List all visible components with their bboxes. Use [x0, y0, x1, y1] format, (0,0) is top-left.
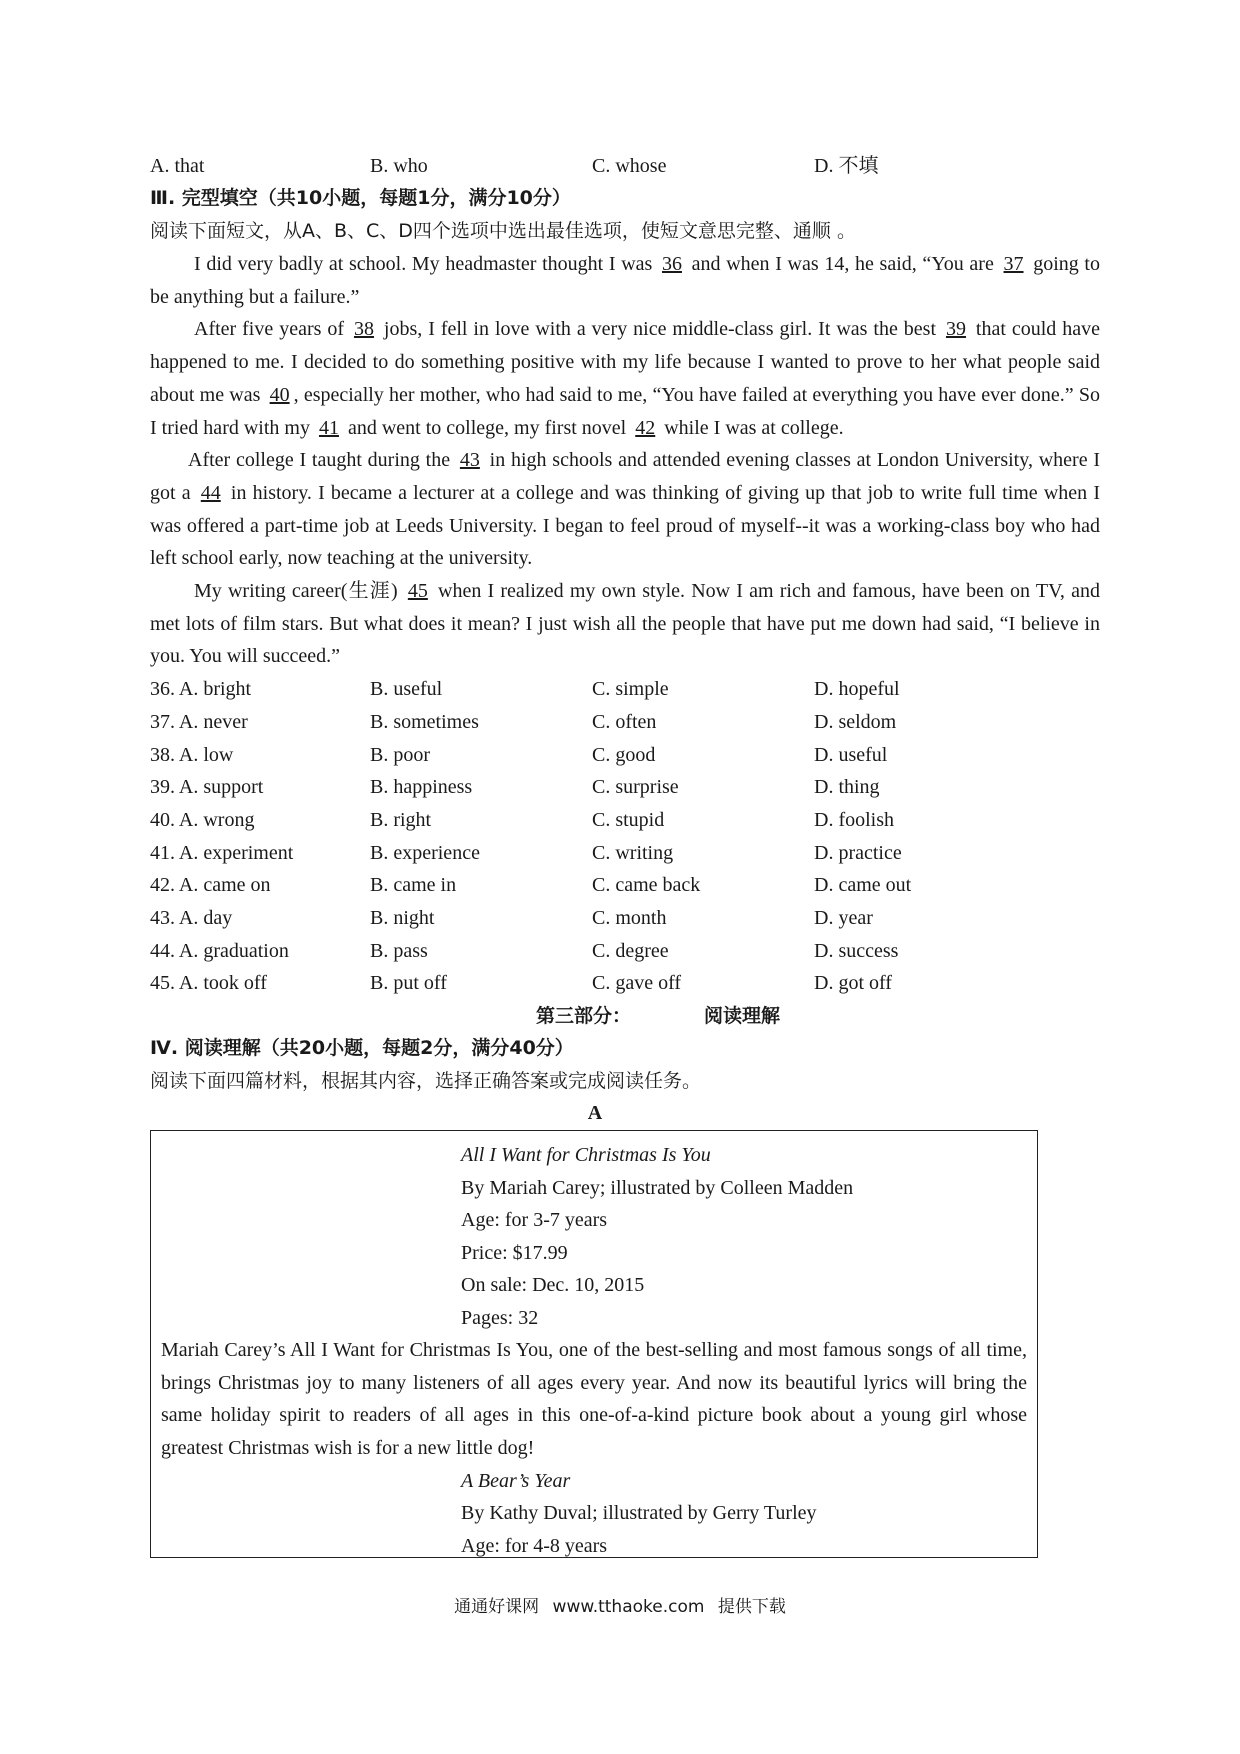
option: 43. A. day: [150, 906, 233, 929]
options-row-39: [150, 771, 1100, 804]
option: D. came out: [814, 874, 912, 897]
option-d: D. 不填: [814, 155, 879, 177]
blank-37: 37: [1003, 253, 1024, 275]
passage-paragraph-1: [150, 248, 1100, 313]
part3-title: 阅读理解: [704, 1005, 781, 1028]
blank-39: 39: [945, 318, 966, 341]
passage-paragraph-4: [150, 575, 1100, 673]
option: D. success: [814, 939, 899, 962]
book-listing-box: [150, 1130, 1038, 1558]
text: going to be anything but a failure.”: [150, 253, 1100, 308]
options-row-38: [150, 739, 1100, 772]
option: C. gave off: [592, 972, 682, 995]
option: 42. A. came on: [150, 874, 271, 897]
options-row-40: [150, 804, 1100, 837]
option: C. surprise: [592, 776, 679, 799]
option: C. good: [592, 743, 656, 766]
text: After college I taught during the: [188, 449, 456, 472]
option: D. practice: [814, 841, 902, 864]
option: B. experience: [370, 841, 480, 864]
book2-author: By Kathy Duval; illustrated by Gerry Turley: [461, 1502, 817, 1525]
option: B. put off: [370, 972, 447, 995]
option: D. hopeful: [814, 678, 900, 701]
passage-paragraph-3: [150, 444, 1100, 575]
option: C. came back: [592, 874, 701, 897]
option: 41. A. experiment: [150, 841, 294, 864]
option: B. night: [370, 906, 435, 929]
option: D. got off: [814, 972, 892, 995]
passage-label: A: [587, 1102, 603, 1125]
footer-suffix: 提供下载: [717, 1597, 786, 1617]
option: 44. A. graduation: [150, 939, 289, 962]
text: and when I was 14, he said, “You are: [685, 253, 1000, 275]
options-row-37: [150, 706, 1100, 739]
section4-instruction: 阅读下面四篇材料，根据其内容，选择正确答案或完成阅读任务。: [150, 1070, 702, 1093]
option: B. pass: [370, 939, 428, 962]
page-footer: [0, 1592, 1240, 1617]
options-row-41: [150, 837, 1100, 870]
options-row-44: [150, 935, 1100, 968]
options-row-42: [150, 869, 1100, 902]
option: B. useful: [370, 678, 443, 701]
blank-44: 44: [200, 481, 221, 504]
blank-40: 40: [269, 383, 290, 406]
option: C. writing: [592, 841, 674, 864]
option: 37. A. never: [150, 710, 248, 733]
option: 36. A. bright: [150, 678, 252, 701]
book1-title: All I Want for Christmas Is You: [461, 1144, 711, 1167]
option: 38. A. low: [150, 743, 234, 766]
option: B. happiness: [370, 776, 473, 799]
option: C. simple: [592, 678, 669, 701]
q35-options-row: [150, 150, 1100, 182]
option: D. year: [814, 906, 873, 929]
options-row-36: [150, 673, 1100, 706]
book1-author: By Mariah Carey; illustrated by Colleen Madden: [461, 1176, 854, 1199]
part3-label: 第三部分：: [536, 1005, 632, 1028]
option: C. degree: [592, 939, 669, 962]
text: while I was at college.: [659, 416, 844, 439]
book2-age: Age: for 4-8 years: [461, 1534, 608, 1557]
option-c: C. whose: [592, 155, 667, 177]
option: B. poor: [370, 743, 430, 766]
option: D. foolish: [814, 808, 894, 831]
options-table: [150, 673, 1100, 1000]
book1-description: Mariah Carey’s All I Want for Christmas Is You, one of the best-selling and most famous songs of all time, brings Christmas joy to many listeners of all ages every year. And now its beautiful lyrics will bring the same holiday spirit to readers of all ages in this one-of-a-kind picture book about a young girl whose greatest Christmas wish is for a new little dog!: [161, 1339, 1027, 1460]
option: D. useful: [814, 743, 888, 766]
text: , especially her mother, who had said to me, “You have failed at everything you have ever done.” So I tried hard with my: [150, 383, 1100, 439]
text: After five years of: [194, 318, 350, 341]
blank-38: 38: [353, 318, 374, 341]
text: that could have happened to me. I decided to do something positive with my life because I wanted to prove to her what people said about me was: [150, 318, 1101, 406]
option-a: A. that: [150, 155, 205, 177]
option: B. came in: [370, 874, 457, 897]
section4-heading: Ⅳ. 阅读理解（共20小题，每题2分，满分40分）: [150, 1037, 574, 1060]
blank-43: 43: [459, 449, 480, 472]
text: My writing career(生涯): [194, 580, 404, 603]
text: and went to college, my first novel: [342, 416, 632, 439]
text: I did very badly at school. My headmaster thought I was: [194, 253, 658, 275]
option: D. seldom: [814, 710, 897, 733]
option: 45. A. took off: [150, 972, 267, 995]
text: when I realized my own style. Now I am rich and famous, have been on TV, and met lots of film stars. But what does it mean? I just wish all the people that have put me down had said, “I believe in you. You will succeed.”: [150, 580, 1100, 668]
blank-45: 45: [407, 580, 428, 603]
blank-36: 36: [661, 253, 682, 275]
option: C. often: [592, 710, 657, 733]
option: 40. A. wrong: [150, 808, 255, 831]
option: C. stupid: [592, 808, 665, 831]
options-row-43: [150, 902, 1100, 935]
section3-instruction: 阅读下面短文，从A、B、C、D四个选项中选出最佳选项，使短文意思完整、通顺 。: [150, 220, 856, 242]
part3-heading: [150, 1000, 1100, 1032]
passage-paragraph-2: [150, 313, 1100, 444]
blank-41: 41: [318, 416, 339, 439]
book2-title: A Bear’s Year: [461, 1469, 571, 1492]
blank-42: 42: [635, 416, 656, 439]
book1-on-sale: On sale: Dec. 10, 2015: [461, 1274, 645, 1297]
option: 39. A. support: [150, 776, 264, 799]
text: in history. I became a lecturer at a college and was thinking of giving up that job to write full time when I was offered a part-time job at Leeds University. I began to feel proud of myself--it was a working-class boy who had left school early, now teaching at the university.: [150, 481, 1100, 570]
options-row-45: [150, 967, 1100, 1000]
text: in high schools and attended evening classes at London University, where I got a: [150, 449, 1100, 504]
book1-pages: Pages: 32: [461, 1306, 539, 1329]
text: jobs, I fell in love with a very nice middle-class girl. It was the best: [377, 318, 942, 341]
book1-age: Age: for 3-7 years: [461, 1209, 608, 1232]
option-b: B. who: [370, 155, 428, 177]
exam-page: [150, 150, 1100, 1558]
book1-price: Price: $17.99: [461, 1241, 568, 1264]
option: B. right: [370, 808, 432, 831]
option: B. sometimes: [370, 710, 479, 733]
footer-site-name: 通通好课网: [454, 1597, 540, 1617]
option: C. month: [592, 906, 667, 929]
section3-heading: Ⅲ. 完型填空（共10小题，每题1分，满分10分）: [150, 187, 571, 209]
option: D. thing: [814, 776, 880, 799]
footer-url: www.tthaoke.com: [552, 1597, 705, 1617]
